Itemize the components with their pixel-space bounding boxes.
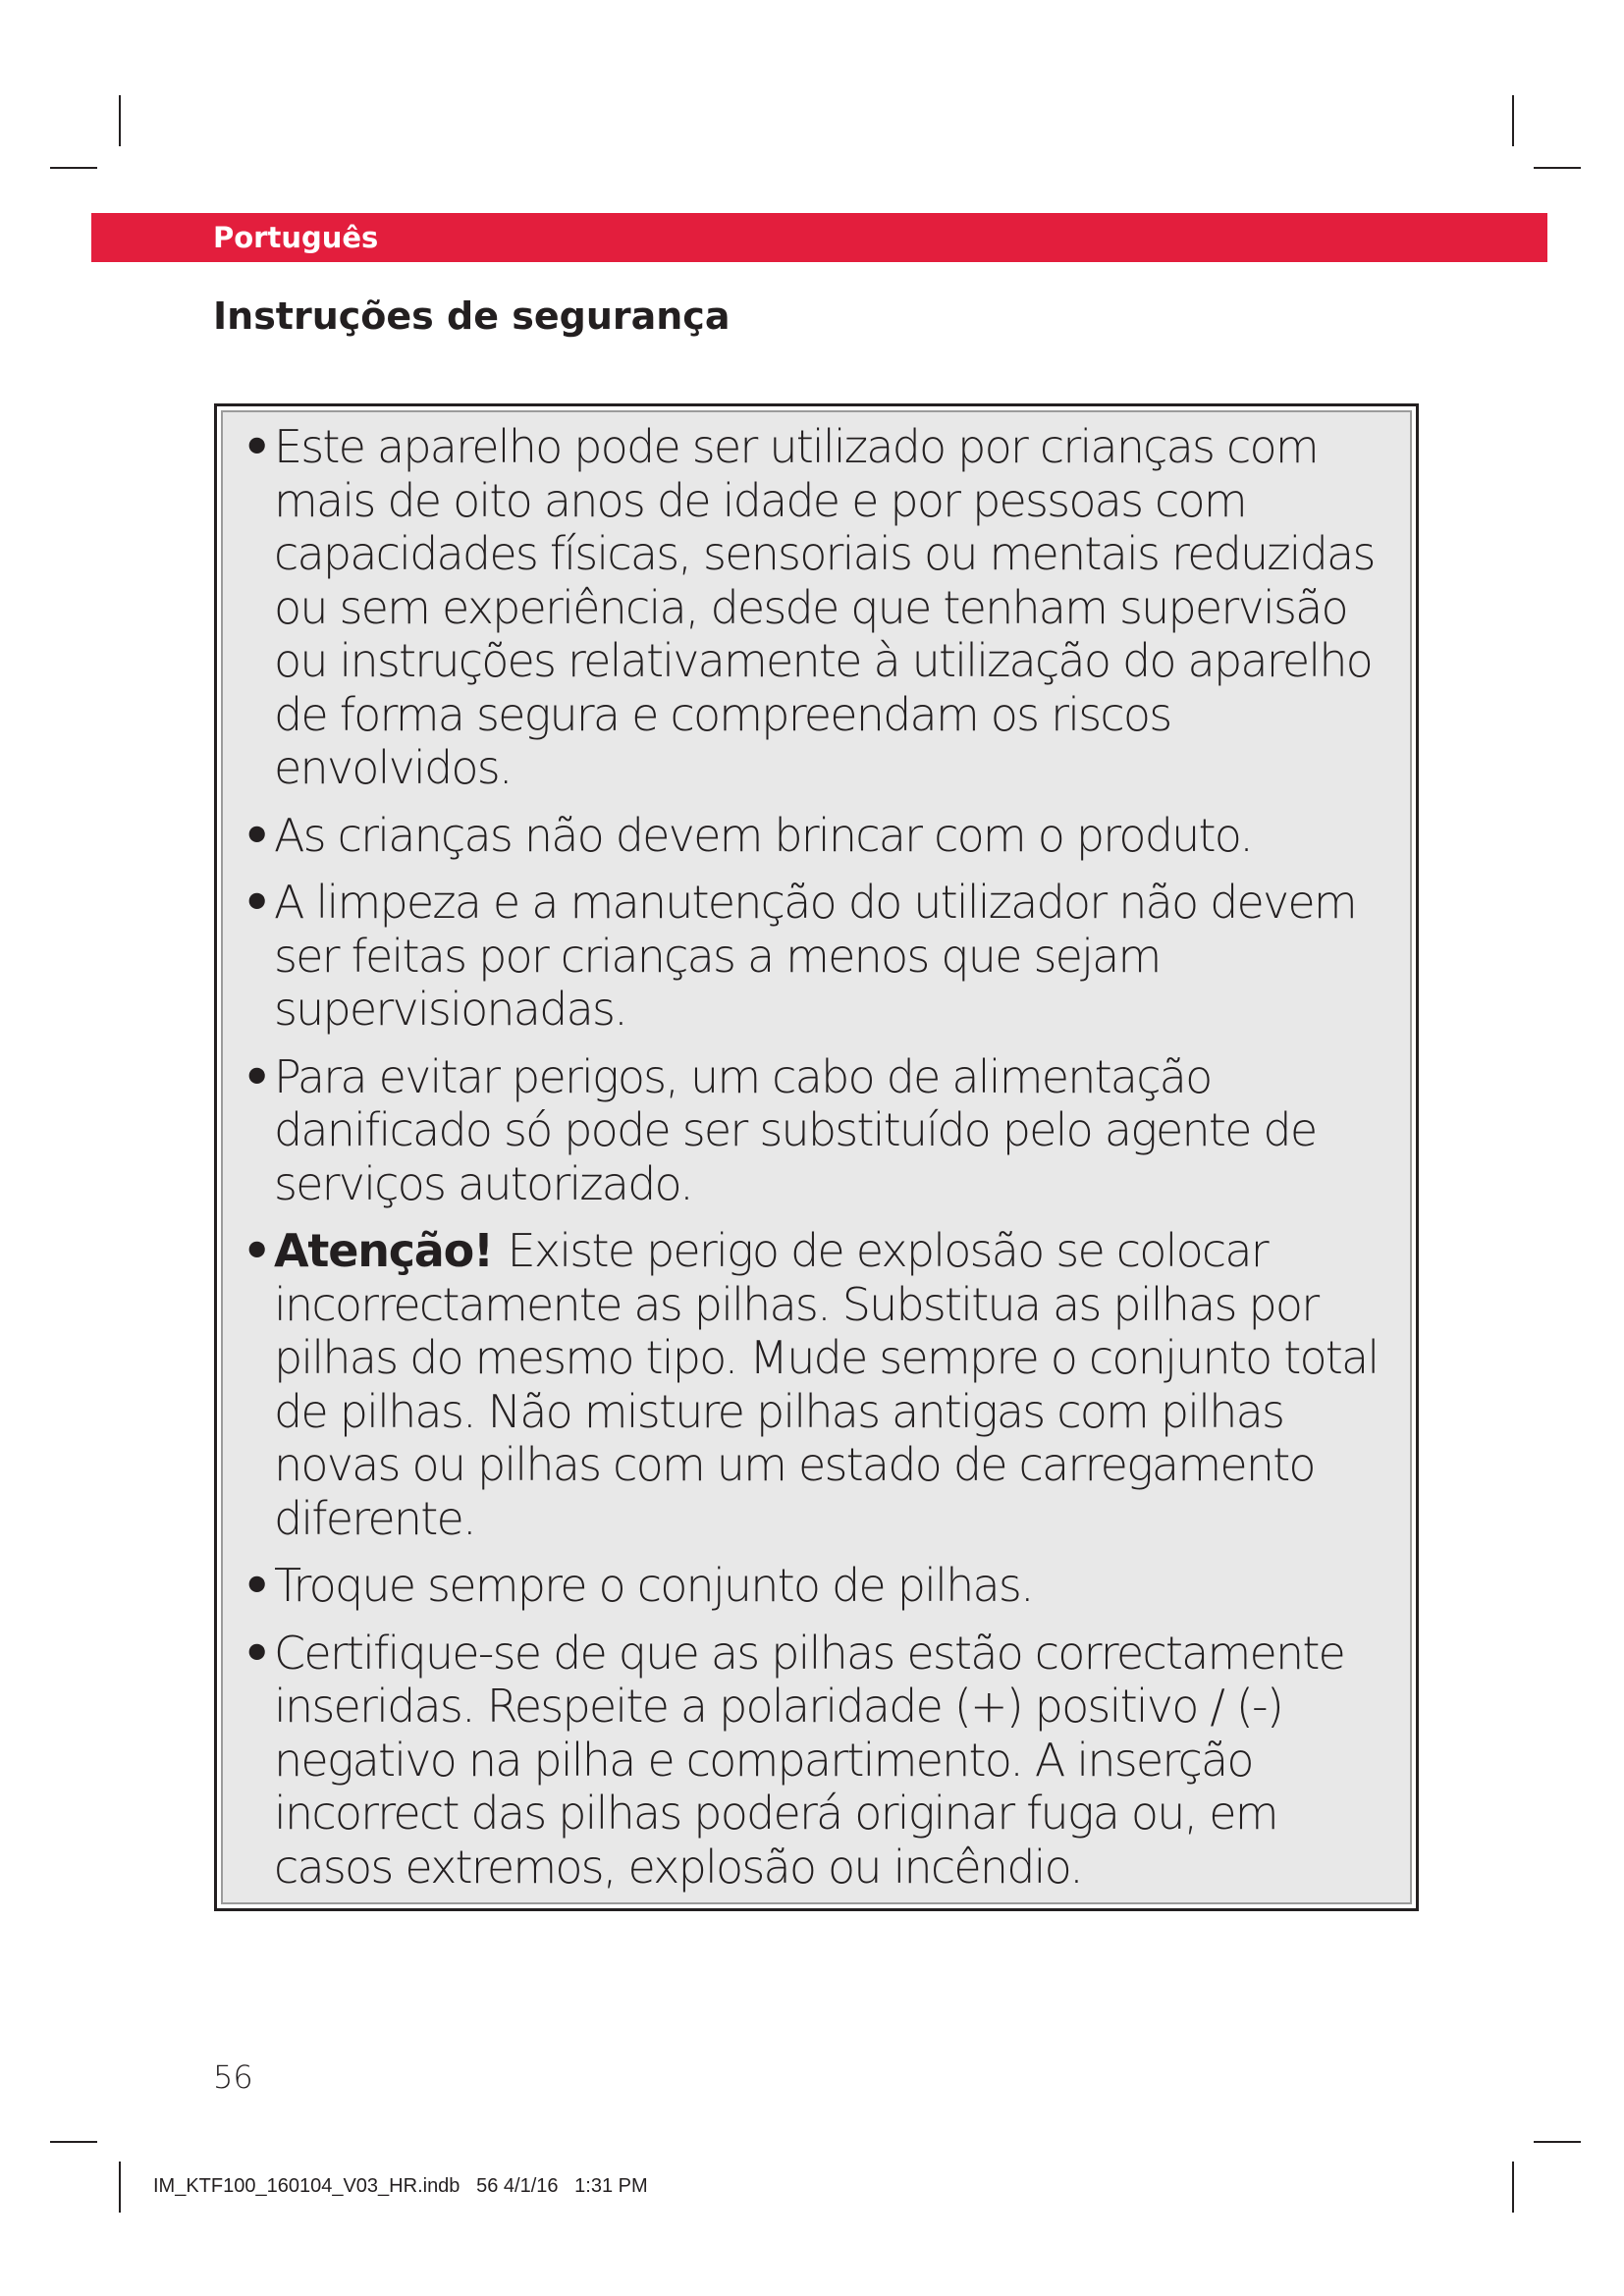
safety-item-text: A limpeza e a manutenção do utilizador não devem ser feitas por crianças a menos que sejam supervisionadas. [274, 876, 1356, 1036]
crop-mark-bottom-left-horizontal [50, 2141, 97, 2143]
print-slug [153, 2175, 648, 2198]
safety-item-text: Troque sempre o conjunto de pilhas. [274, 1559, 1033, 1612]
safety-item-supervision [243, 420, 1398, 795]
safety-item-children-play [243, 809, 1398, 863]
bullet-icon: • [243, 420, 270, 473]
safety-item-polarity [243, 1627, 1398, 1895]
safety-item-text: Este aparelho pode ser utilizado por crianças com mais de oito anos de idade e por pessoas com capacidades físicas, sensoriais ou mentais reduzidas ou sem experiência, desde que tenham supervisão ou instruções relativamente à utilização do aparelho de forma segura e compreendam os riscos envolvidos. [274, 420, 1375, 794]
language-header-bar [91, 213, 1547, 262]
safety-item-explosion-warning [243, 1224, 1398, 1545]
safety-item-text: Para evitar perigos, um cabo de alimentação danificado só pode ser substituído pelo agente de serviços autorizado. [274, 1049, 1317, 1210]
safety-instructions-panel [221, 410, 1412, 1904]
crop-mark-bottom-left-vertical [119, 2162, 121, 2213]
bullet-icon: • [243, 1559, 270, 1612]
print-slug-text: IM_KTF100_160104_V03_HR.indb 56 4/1/16 1:31 PM [153, 2175, 648, 2197]
page-number: 56 [213, 2058, 253, 2096]
crop-mark-bottom-right-horizontal [1534, 2141, 1581, 2143]
crop-mark-top-right-vertical [1512, 95, 1514, 146]
section-title: Instruções de segurança [213, 294, 731, 338]
crop-mark-top-left-horizontal [50, 167, 97, 169]
safety-item-text: As crianças não devem brincar com o produto. [274, 808, 1253, 862]
crop-mark-bottom-right-vertical [1512, 2162, 1514, 2213]
safety-item-cleaning [243, 876, 1398, 1037]
language-label: Português [213, 221, 379, 254]
bullet-icon: • [243, 808, 270, 862]
safety-item-text: Existe perigo de explosão se colocar incorrectamente as pilhas. Substitua as pilhas por pilhas do mesmo tipo. Mude sempre o conjunto total de pilhas. Não misture pilhas antigas com pilhas novas ou pilhas com um estado de carregamento diferente. [274, 1224, 1379, 1545]
bullet-icon: • [243, 1224, 270, 1277]
crop-mark-top-left-vertical [119, 95, 121, 146]
safety-item-battery-set [243, 1559, 1398, 1613]
safety-instructions-list [243, 420, 1398, 1894]
safety-item-power-cable [243, 1050, 1398, 1211]
safety-instructions-box [214, 403, 1419, 1911]
crop-mark-top-right-horizontal [1534, 167, 1581, 169]
bullet-icon: • [243, 1626, 270, 1680]
bullet-icon: • [243, 876, 270, 929]
warning-label: Atenção! [274, 1224, 508, 1277]
bullet-icon: • [243, 1049, 270, 1103]
safety-item-text: Certifique-se de que as pilhas estão correctamente inseridas. Respeite a polaridade (+) positivo / (-) negativo na pilha e compartimento. A inserção incorrect das pilhas poderá originar fuga ou, em casos extremos, explosão ou incêndio. [274, 1626, 1345, 1894]
